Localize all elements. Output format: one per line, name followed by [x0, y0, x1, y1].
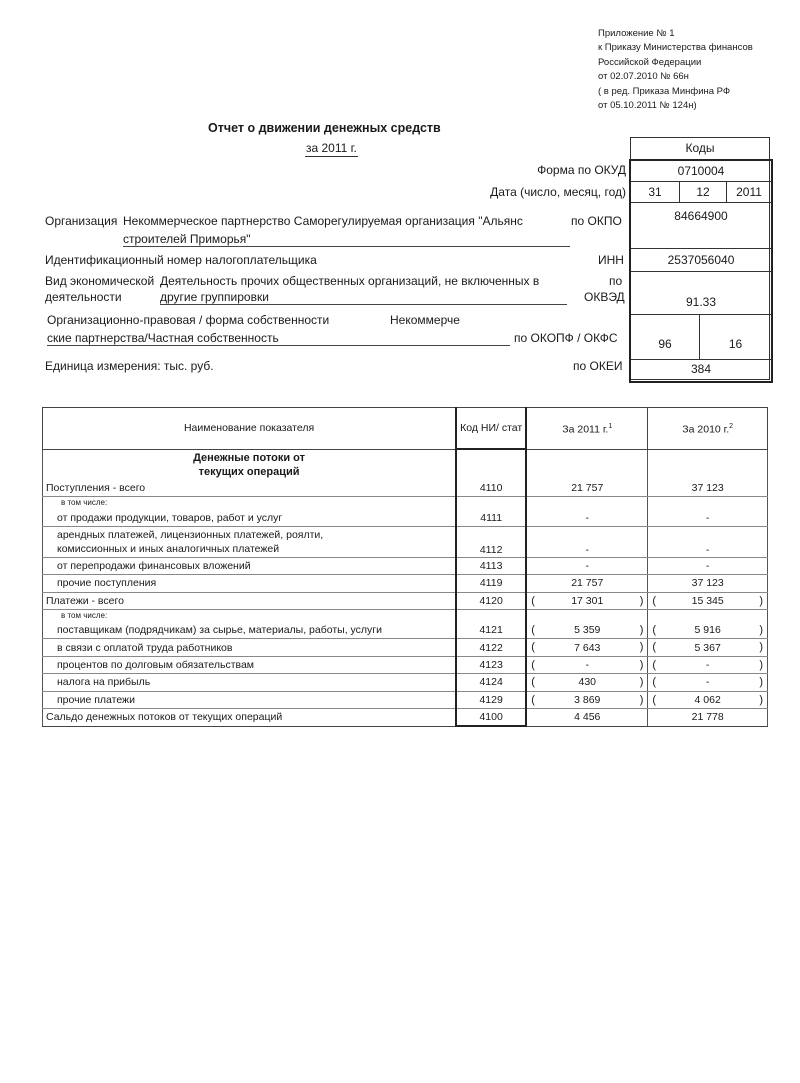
legal-line2: ские партнерства/Частная собственность: [47, 331, 510, 346]
inn-label-full: Идентификационный номер налогоплательщика: [45, 253, 317, 267]
row-2011: -: [526, 557, 648, 574]
okpo-label: по ОКПО: [571, 214, 622, 228]
row-2011: ( 5 359 ): [526, 622, 648, 639]
table-row: [43, 480, 768, 497]
date-month: 12: [680, 182, 726, 203]
row-name: поставщикам (подрядчикам) за сырье, материалы, работы, услуги: [43, 622, 457, 639]
row-name: налога на прибыль: [43, 674, 457, 691]
row-name: Сальдо денежных потоков от текущих операций: [43, 708, 457, 726]
table-header-row: [43, 408, 768, 450]
codes-body: [629, 159, 773, 383]
row-code: 4124: [456, 674, 526, 691]
section-title: Денежные потоки от текущих операций: [43, 449, 457, 480]
row-name: в том числе:: [43, 497, 457, 510]
date-divider: [679, 182, 680, 203]
appendix-line: от 05.10.2011 № 124н): [598, 100, 697, 112]
header-name: Наименование показателя: [43, 408, 457, 450]
okopf-label: по ОКОПФ / ОКФС: [514, 331, 618, 345]
report-period: за 2011 г.: [306, 141, 357, 155]
date-label: Дата (число, месяц, год): [490, 185, 626, 199]
row-code: 4113: [456, 557, 526, 574]
table-row: [43, 656, 768, 673]
org-name-line2: строителей Приморья": [123, 232, 570, 247]
row-2011: -: [526, 509, 648, 526]
row-code: 4122: [456, 639, 526, 656]
table-row: [43, 639, 768, 656]
row-name: от перепродажи финансовых вложений: [43, 557, 457, 574]
row-name: Поступления - всего: [43, 480, 457, 497]
okpo-value: 84664900: [631, 203, 771, 249]
row-code: 4112: [456, 526, 526, 557]
okud-label: Форма по ОКУД: [537, 163, 626, 177]
row-2011: 21 757: [526, 575, 648, 592]
unit-label: Единица измерения: тыс. руб.: [45, 359, 214, 373]
table-row: [43, 575, 768, 592]
row-name: прочие платежи: [43, 691, 457, 708]
activity-line1: Деятельность прочих общественных организаций, не включенных в: [160, 274, 540, 288]
okei-label: по ОКЕИ: [573, 359, 623, 373]
cashflow-table: [42, 407, 768, 725]
appendix-line: к Приказу Министерства финансов: [598, 42, 753, 54]
row-2011: ( - ): [526, 656, 648, 673]
inn-label: ИНН: [598, 253, 624, 267]
row-2010: ( 15 345 ): [648, 592, 768, 609]
table-row: [43, 509, 768, 526]
row-2010: ( 5 916 ): [648, 622, 768, 639]
row-2011: 21 757: [526, 480, 648, 497]
org-label: Организация: [45, 214, 118, 228]
row-2010: -: [648, 509, 768, 526]
activity-label-1: Вид экономической: [45, 274, 155, 288]
row-code: 4100: [456, 708, 526, 726]
appendix-note: [598, 27, 753, 113]
row-2010: ( - ): [648, 656, 768, 673]
header-2011: За 2011 г.$^1$: [526, 408, 648, 450]
table-row: [43, 609, 768, 622]
row-2010: ( 5 367 ): [648, 639, 768, 656]
row-2010: 37 123: [648, 480, 768, 497]
okud-value: 0710004: [631, 161, 771, 182]
table-row: [43, 557, 768, 574]
section-row: [43, 449, 768, 480]
row-code: 4121: [456, 622, 526, 639]
row-2011: -: [526, 526, 648, 557]
row-code: 4120: [456, 592, 526, 609]
appendix-line: Российской Федерации: [598, 56, 702, 68]
row-code: 4129: [456, 691, 526, 708]
codes-header: Коды: [685, 141, 715, 155]
okved-label-2: ОКВЭД: [584, 290, 625, 304]
row-2010: 37 123: [648, 575, 768, 592]
date-divider: [726, 182, 727, 203]
row-2011: ( 430 ): [526, 674, 648, 691]
header-code: Код НИ/ стат: [456, 408, 526, 450]
row-2011: ( 3 869 ): [526, 691, 648, 708]
row-name: процентов по долговым обязательствам: [43, 656, 457, 673]
legal-line1: Некоммерче: [390, 313, 460, 327]
table-row: [43, 622, 768, 639]
okved-value: 91.33: [631, 272, 771, 315]
table-row: [43, 674, 768, 691]
row-code: 4123: [456, 656, 526, 673]
row-code: 4111: [456, 509, 526, 526]
row-name: в связи с оплатой труда работников: [43, 639, 457, 656]
date-year: 2011: [727, 182, 771, 203]
table-row: [43, 526, 768, 557]
row-2011: ( 7 643 ): [526, 639, 648, 656]
header-2010: За 2010 г.$^2$: [648, 408, 768, 450]
okfs-value: 16: [700, 315, 771, 360]
row-2010: 21 778: [648, 708, 768, 726]
appendix-line: ( в ред. Приказа Минфина РФ: [598, 85, 731, 97]
row-code: 4119: [456, 575, 526, 592]
okopf-divider: [699, 315, 700, 360]
table-row: [43, 592, 768, 609]
row-name: Платежи - всего: [43, 592, 457, 609]
activity-label-2: деятельности: [45, 290, 122, 304]
table-row: [43, 497, 768, 510]
row-2011: 4 456: [526, 708, 648, 726]
row-2010: -: [648, 557, 768, 574]
row-name: арендных платежей, лицензионных платежей, роялти, комиссионных и иных аналогичных платежей: [43, 526, 457, 557]
row-name: прочие поступления: [43, 575, 457, 592]
row-2011: ( 17 301 ): [526, 592, 648, 609]
inn-value: 2537056040: [631, 249, 771, 272]
appendix-line: Приложение № 1: [598, 28, 675, 39]
row-2010: ( - ): [648, 674, 768, 691]
legal-label: Организационно-правовая / форма собственности: [47, 313, 330, 327]
row-name: от продажи продукции, товаров, работ и услуг: [43, 509, 457, 526]
okei-value: 384: [690, 362, 712, 376]
okved-label-1: по: [609, 274, 623, 288]
codes-box: [630, 137, 770, 380]
table-row: [43, 708, 768, 726]
appendix-line: от 02.07.2010 № 66н: [598, 71, 689, 83]
table-row: [43, 691, 768, 708]
row-name: в том числе:: [43, 609, 457, 622]
date-day: 31: [631, 182, 679, 203]
row-code: 4110: [456, 480, 526, 497]
report-title: Отчет о движении денежных средств: [208, 121, 441, 135]
activity-line2: другие группировки: [160, 290, 567, 305]
okopf-value: 96: [631, 315, 699, 360]
org-name-line1: Некоммерческое партнерство Саморегулируемая организация "Альянс: [123, 214, 523, 228]
row-2010: ( 4 062 ): [648, 691, 768, 708]
row-2010: -: [648, 526, 768, 557]
